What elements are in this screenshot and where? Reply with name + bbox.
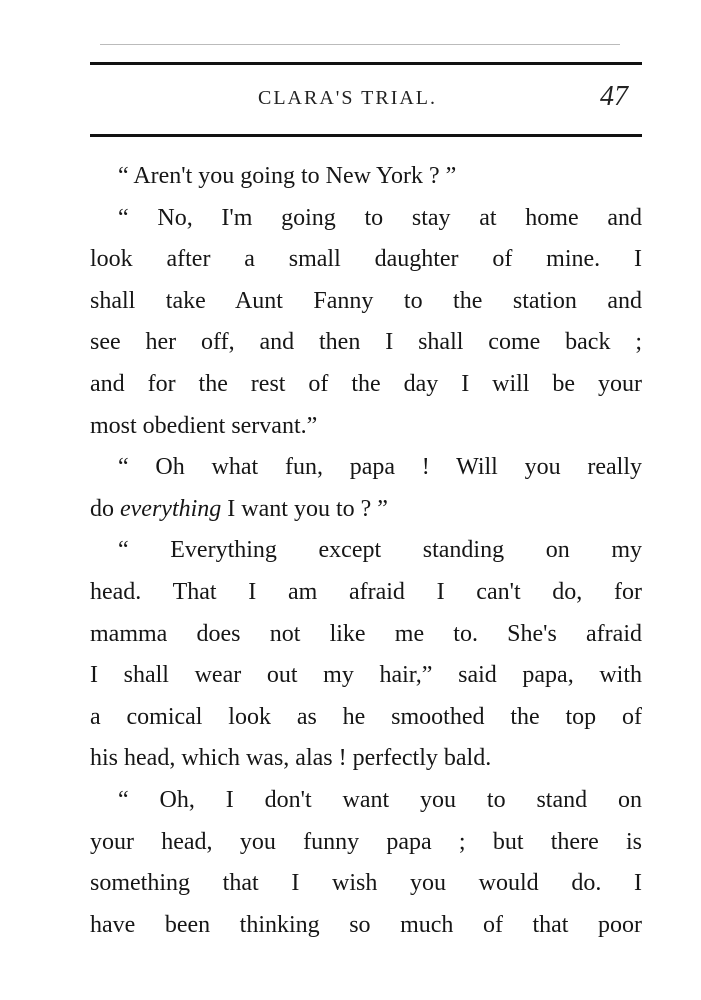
text-line: have been thinking so much of that poor — [90, 911, 642, 938]
text-line: mamma does not like me to. She's afraid — [90, 620, 642, 647]
text-line-mixed — [90, 489, 642, 531]
faint-top-mark — [100, 44, 620, 45]
text-line: shall take Aunt Fanny to the station and — [90, 287, 642, 314]
text-fragment: I want you to ? ” — [227, 495, 388, 522]
emphasized-word: everything — [120, 495, 222, 522]
text-fragment: do — [90, 495, 114, 522]
text-line: “ Oh what fun, papa ! Will you really — [118, 454, 642, 481]
body-text — [90, 156, 642, 946]
header-rule-top — [90, 62, 642, 65]
text-line: head. That I am afraid I can't do, for — [90, 578, 642, 605]
text-line: something that I wish you would do. I — [90, 870, 642, 897]
text-line: “ Oh, I don't want you to stand on — [118, 786, 642, 813]
text-line: and for the rest of the day I will be your — [90, 370, 642, 397]
text-line: his head, which was, alas ! perfectly bald. — [90, 745, 492, 772]
text-line: look after a small daughter of mine. I — [90, 246, 642, 273]
text-line: “ Aren't you going to New York ? ” — [118, 163, 457, 189]
running-head — [0, 81, 701, 115]
text-line: most obedient servant.” — [90, 412, 318, 439]
page-number: 47 — [600, 81, 628, 112]
text-line: I shall wear out my hair,” said papa, with — [90, 662, 642, 689]
text-line: “ No, I'm going to stay at home and — [118, 204, 642, 231]
running-title: CLARA'S TRIAL. — [258, 87, 438, 109]
text-line: see her off, and then I shall come back ; — [90, 329, 642, 356]
header-rule-bottom — [90, 134, 642, 137]
text-line: a comical look as he smoothed the top of — [90, 703, 642, 730]
text-line: “ Everything except standing on my — [118, 537, 642, 564]
text-line: your head, you funny papa ; but there is — [90, 828, 642, 855]
